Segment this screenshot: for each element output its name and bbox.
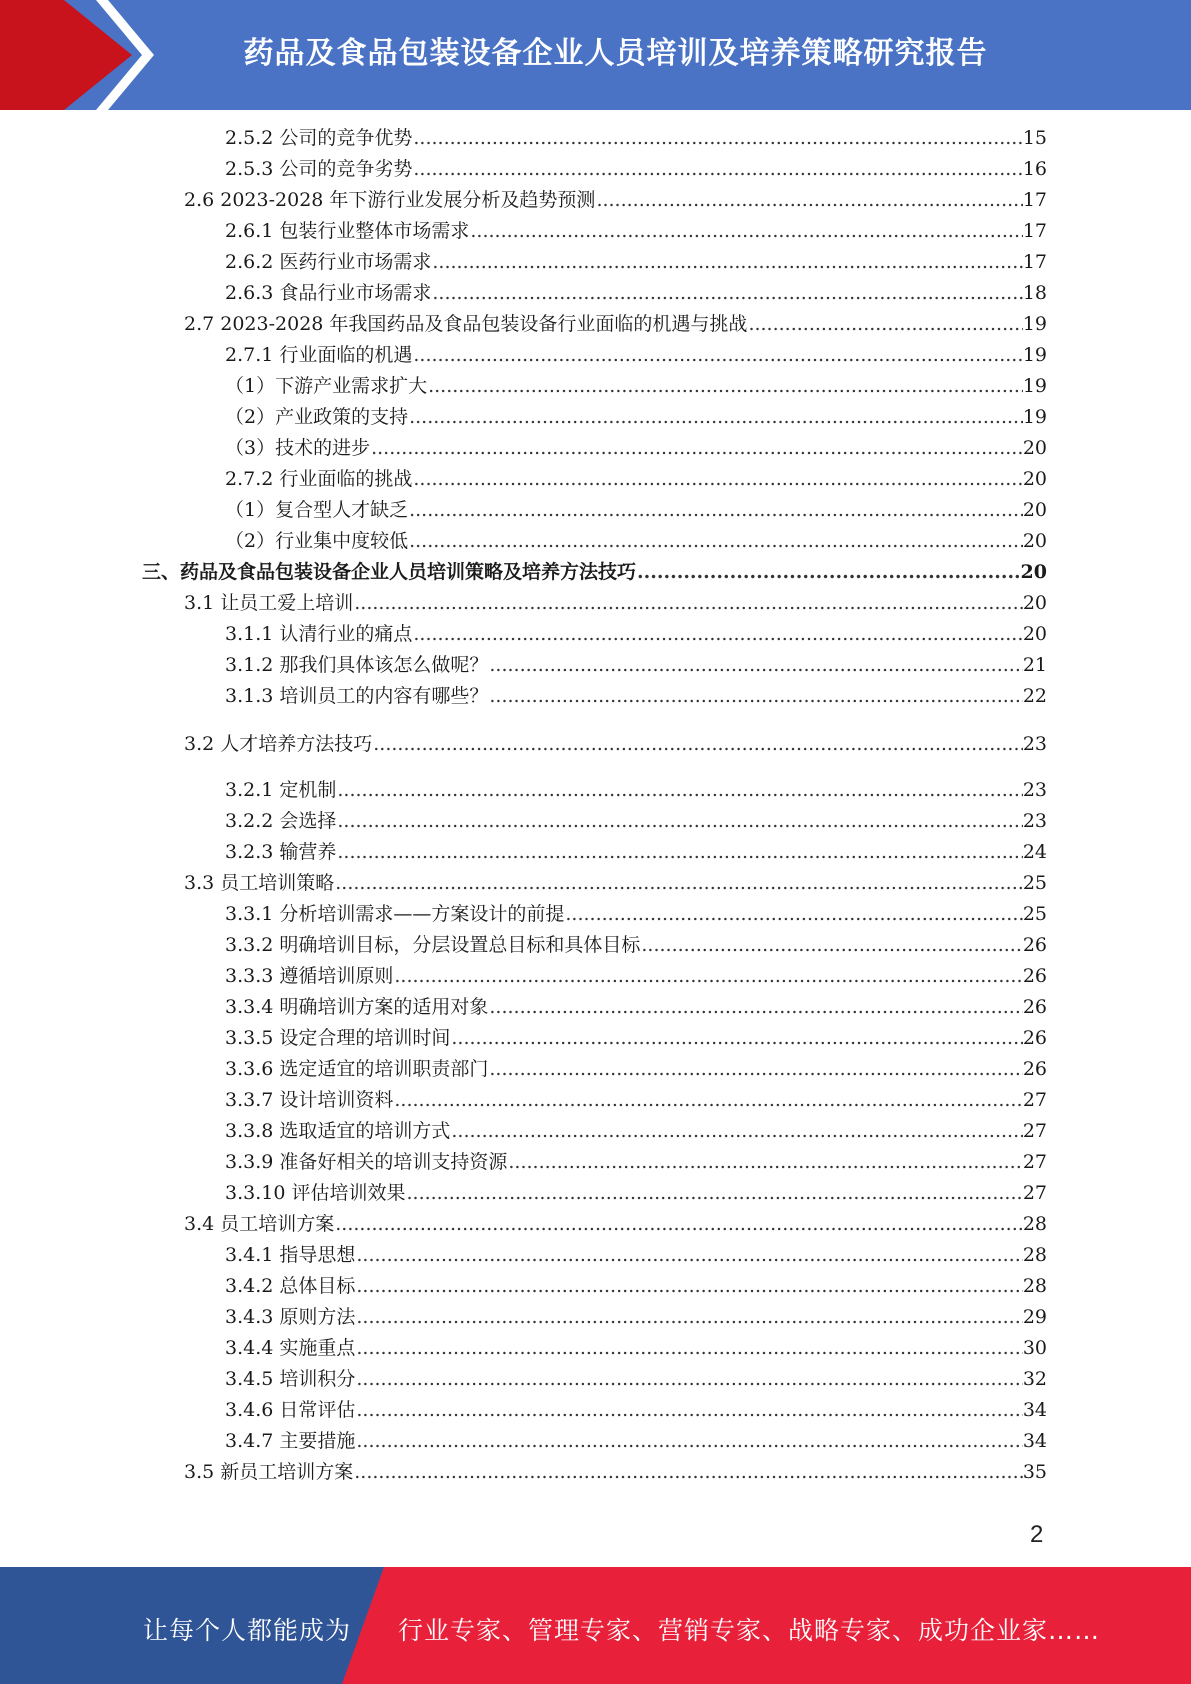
toc-leader-dots (355, 1367, 1022, 1391)
toc-entry-label: 2.6.2 医药行业市场需求 (225, 251, 432, 273)
toc-entry-page: 21 (1022, 654, 1047, 676)
toc-leader-dots (393, 964, 1022, 988)
toc-leader-dots (408, 405, 1023, 429)
toc-entry-page: 20 (1022, 592, 1047, 614)
page-header (0, 0, 1191, 110)
toc-entry-page: 25 (1022, 903, 1047, 925)
toc-entry-label: 3.4 员工培训方案 (184, 1213, 335, 1235)
toc-entry[interactable] (225, 653, 1047, 677)
toc-entry-page: 22 (1022, 685, 1047, 707)
toc-entry-page: 26 (1022, 996, 1047, 1018)
toc-entry-page: 17 (1022, 251, 1047, 273)
toc-leader-dots (393, 1088, 1022, 1112)
toc-leader-dots (408, 529, 1023, 553)
toc-entry-label: 3.3.9 准备好相关的培训支持资源 (225, 1151, 508, 1173)
toc-leader-dots (412, 467, 1022, 491)
toc-entry-page: 27 (1022, 1089, 1047, 1111)
toc-leader-dots (488, 684, 1022, 708)
toc-entry-label: 3.4.6 日常评估 (225, 1399, 356, 1421)
toc-entry-label: （1）复合型人才缺乏 (225, 499, 409, 521)
toc-entry-label: 3.3.6 选定适宜的培训职责部门 (225, 1058, 489, 1080)
toc-entry-page: 24 (1022, 841, 1047, 863)
toc-entry-page: 27 (1022, 1182, 1047, 1204)
toc-entry-label: 3.1.2 那我们具体该怎么做呢？ (225, 654, 489, 676)
toc-leader-dots (405, 1181, 1022, 1205)
toc-entry-page: 20 (1022, 499, 1047, 521)
footer-slogan-lead: 让每个人都能成为 (143, 1616, 352, 1645)
toc-entry[interactable] (225, 1336, 1047, 1360)
toc-entry[interactable] (225, 1243, 1047, 1267)
toc-entry-label: 三、药品及食品包装设备企业人员培训策略及培养方法技巧 (142, 561, 637, 583)
toc-leader-dots (412, 622, 1022, 646)
toc-leader-dots (408, 498, 1023, 522)
toc-entry[interactable] (184, 188, 1047, 212)
toc-entry-page: 30 (1022, 1337, 1047, 1359)
toc-entry-label: 3.1 让员工爱上培训 (184, 592, 354, 614)
toc-entry[interactable] (184, 1212, 1047, 1236)
toc-entry[interactable] (225, 126, 1047, 150)
toc-entry[interactable] (225, 778, 1047, 802)
toc-leader-dots (412, 343, 1022, 367)
toc-entry-label: （2）产业政策的支持 (225, 406, 409, 428)
toc-leader-dots (353, 1460, 1023, 1484)
toc-entry-label: 3.2.2 会选择 (225, 810, 337, 832)
toc-entry-label: 2.6.1 包装行业整体市场需求 (225, 220, 470, 242)
toc-leader-dots (747, 312, 1022, 336)
toc-entry-page: 29 (1022, 1306, 1047, 1328)
toc-leader-dots (427, 374, 1023, 398)
toc-leader-dots (636, 560, 1021, 584)
toc-leader-dots (334, 871, 1023, 895)
toc-entry[interactable] (225, 964, 1047, 988)
toc-entry[interactable] (225, 157, 1047, 181)
toc-entry-label: （3）技术的进步 (225, 437, 371, 459)
toc-entry-label: 3.3.4 明确培训方案的适用对象 (225, 996, 489, 1018)
toc-entry[interactable] (184, 732, 1047, 756)
toc-entry-page: 34 (1022, 1430, 1047, 1452)
toc-entry[interactable] (225, 219, 1047, 243)
toc-entry-page: 26 (1022, 934, 1047, 956)
toc-leader-dots (469, 219, 1022, 243)
toc-leader-dots (450, 1026, 1022, 1050)
toc-entry-page: 26 (1022, 1058, 1047, 1080)
toc-leader-dots (595, 188, 1022, 212)
toc-leader-dots (640, 933, 1022, 957)
toc-entry[interactable] (184, 591, 1047, 615)
toc-entry-page: 27 (1022, 1120, 1047, 1142)
toc-entry[interactable] (225, 1088, 1047, 1112)
page-number: 2 (1030, 1521, 1044, 1548)
toc-entry-label: 3.4.2 总体目标 (225, 1275, 356, 1297)
toc-entry-page: 28 (1022, 1275, 1047, 1297)
toc-entry[interactable] (225, 467, 1047, 491)
toc-entry[interactable] (225, 405, 1047, 429)
toc-entry-page: 23 (1022, 733, 1047, 755)
toc-leader-dots (334, 1212, 1023, 1236)
toc-chapter-entry[interactable] (142, 560, 1047, 584)
toc-entry-label: 2.6 2023-2028 年下游行业发展分析及趋势预测 (184, 189, 596, 211)
toc-leader-dots (431, 281, 1022, 305)
toc-entry-page: 16 (1022, 158, 1047, 180)
toc-entry[interactable] (225, 902, 1047, 926)
toc-entry-page: 26 (1022, 965, 1047, 987)
toc-entry-label: 3.3.5 设定合理的培训时间 (225, 1027, 451, 1049)
toc-entry-page: 19 (1022, 406, 1047, 428)
toc-entry[interactable] (225, 250, 1047, 274)
toc-leader-dots (488, 653, 1022, 677)
toc-entry-page: 17 (1022, 189, 1047, 211)
toc-leader-dots (336, 840, 1022, 864)
toc-entry-label: 3.4.7 主要措施 (225, 1430, 356, 1452)
toc-entry-label: 2.7 2023-2028 年我国药品及食品包装设备行业面临的机遇与挑战 (184, 313, 748, 335)
toc-entry-label: 2.7.1 行业面临的机遇 (225, 344, 413, 366)
toc-entry-page: 28 (1022, 1213, 1047, 1235)
toc-entry-label: （2）行业集中度较低 (225, 530, 409, 552)
toc-leader-dots (431, 250, 1022, 274)
toc-entry[interactable] (225, 436, 1047, 460)
toc-entry-label: 3.1.1 认清行业的痛点 (225, 623, 413, 645)
toc-entry-page: 28 (1022, 1244, 1047, 1266)
toc-entry-label: 3.1.3 培训员工的内容有哪些？ (225, 685, 489, 707)
toc-entry[interactable] (225, 809, 1047, 833)
toc-leader-dots (372, 732, 1023, 756)
toc-entry[interactable] (225, 281, 1047, 305)
toc-entry[interactable] (225, 529, 1047, 553)
toc-entry-label: 3.4.1 指导思想 (225, 1244, 356, 1266)
toc-entry[interactable] (225, 1150, 1047, 1174)
toc-entry-label: 3.4.4 实施重点 (225, 1337, 356, 1359)
toc-leader-dots (355, 1429, 1022, 1453)
toc-entry-label: 3.3.1 分析培训需求——方案设计的前提 (225, 903, 565, 925)
toc-entry[interactable] (225, 1367, 1047, 1391)
footer-slogan-roles: 行业专家、管理专家、营销专家、战略专家、成功企业家…… (398, 1616, 1101, 1645)
toc-entry-label: （1）下游产业需求扩大 (225, 375, 428, 397)
toc-leader-dots (412, 157, 1022, 181)
report-title: 药品及食品包装设备企业人员培训及培养策略研究报告 (243, 36, 988, 71)
toc-entry-label: 3.3.8 选取适宜的培训方式 (225, 1120, 451, 1142)
toc-leader-dots (450, 1119, 1022, 1143)
toc-entry-label: 3.3.7 设计培训资料 (225, 1089, 394, 1111)
toc-leader-dots (564, 902, 1022, 926)
toc-leader-dots (355, 1274, 1022, 1298)
toc-entry[interactable] (225, 1305, 1047, 1329)
toc-entry[interactable] (184, 871, 1047, 895)
toc-entry-page: 23 (1022, 779, 1047, 801)
toc-entry[interactable] (184, 312, 1047, 336)
toc-entry-label: 2.7.2 行业面临的挑战 (225, 468, 413, 490)
toc-leader-dots (336, 778, 1022, 802)
toc-entry-page: 18 (1022, 282, 1047, 304)
toc-entry[interactable] (225, 1057, 1047, 1081)
toc-leader-dots (507, 1150, 1022, 1174)
toc-entry-page: 19 (1022, 344, 1047, 366)
toc-leader-dots (488, 995, 1022, 1019)
toc-entry-label: 2.6.3 食品行业市场需求 (225, 282, 432, 304)
toc-entry-page: 20 (1022, 623, 1047, 645)
toc-leader-dots (355, 1305, 1022, 1329)
toc-entry[interactable] (225, 1119, 1047, 1143)
toc-entry-label: 2.5.2 公司的竞争优势 (225, 127, 413, 149)
toc-entry-label: 3.4.5 培训积分 (225, 1368, 356, 1390)
toc-entry[interactable] (225, 995, 1047, 1019)
toc-entry-page: 35 (1022, 1461, 1047, 1483)
toc-entry[interactable] (225, 1398, 1047, 1422)
toc-entry-label: 3.3.2 明确培训目标，分层设置总目标和具体目标 (225, 934, 641, 956)
toc-leader-dots (355, 1243, 1022, 1267)
toc-entry-page: 27 (1022, 1151, 1047, 1173)
toc-entry-page: 34 (1022, 1399, 1047, 1421)
toc-entry-page: 17 (1022, 220, 1047, 242)
toc-entry[interactable] (225, 374, 1047, 398)
toc-entry-label: 3.2 人才培养方法技巧 (184, 733, 373, 755)
page-footer (0, 1567, 1191, 1684)
toc-entry[interactable] (225, 1181, 1047, 1205)
toc-entry-label: 3.4.3 原则方法 (225, 1306, 356, 1328)
toc-entry-label: 2.5.3 公司的竞争劣势 (225, 158, 413, 180)
toc-leader-dots (370, 436, 1023, 460)
toc-entry-label: 3.5 新员工培训方案 (184, 1461, 354, 1483)
toc-leader-dots (353, 591, 1023, 615)
toc-entry-page: 23 (1022, 810, 1047, 832)
toc-entry-page: 19 (1022, 313, 1047, 335)
toc-entry[interactable] (225, 1274, 1047, 1298)
toc-entry[interactable] (225, 622, 1047, 646)
toc-entry-label: 3.3.3 遵循培训原则 (225, 965, 394, 987)
toc-entry[interactable] (225, 684, 1047, 708)
toc-entry[interactable] (225, 498, 1047, 522)
toc-entry[interactable] (225, 1429, 1047, 1453)
toc-entry-page: 15 (1022, 127, 1047, 149)
toc-leader-dots (336, 809, 1022, 833)
toc-entry-label: 3.3 员工培训策略 (184, 872, 335, 894)
toc-entry-page: 20 (1020, 561, 1047, 583)
toc-entry-page: 20 (1022, 468, 1047, 490)
toc-entry[interactable] (225, 933, 1047, 957)
toc-entry-label: 3.2.3 输营养 (225, 841, 337, 863)
toc-entry-page: 26 (1022, 1027, 1047, 1049)
toc-leader-dots (488, 1057, 1022, 1081)
toc-entry-page: 20 (1022, 437, 1047, 459)
toc-entry-label: 3.2.1 定机制 (225, 779, 337, 801)
toc-entry-page: 32 (1022, 1368, 1047, 1390)
toc-leader-dots (412, 126, 1022, 150)
toc-leader-dots (355, 1398, 1022, 1422)
toc-entry[interactable] (225, 1026, 1047, 1050)
toc-entry[interactable] (225, 840, 1047, 864)
toc-entry[interactable] (184, 1460, 1047, 1484)
toc-entry-page: 19 (1022, 375, 1047, 397)
toc-entry[interactable] (225, 343, 1047, 367)
toc-entry-label: 3.3.10 评估培训效果 (225, 1182, 406, 1204)
toc-entry-page: 20 (1022, 530, 1047, 552)
toc-leader-dots (355, 1336, 1022, 1360)
toc-entry-page: 25 (1022, 872, 1047, 894)
